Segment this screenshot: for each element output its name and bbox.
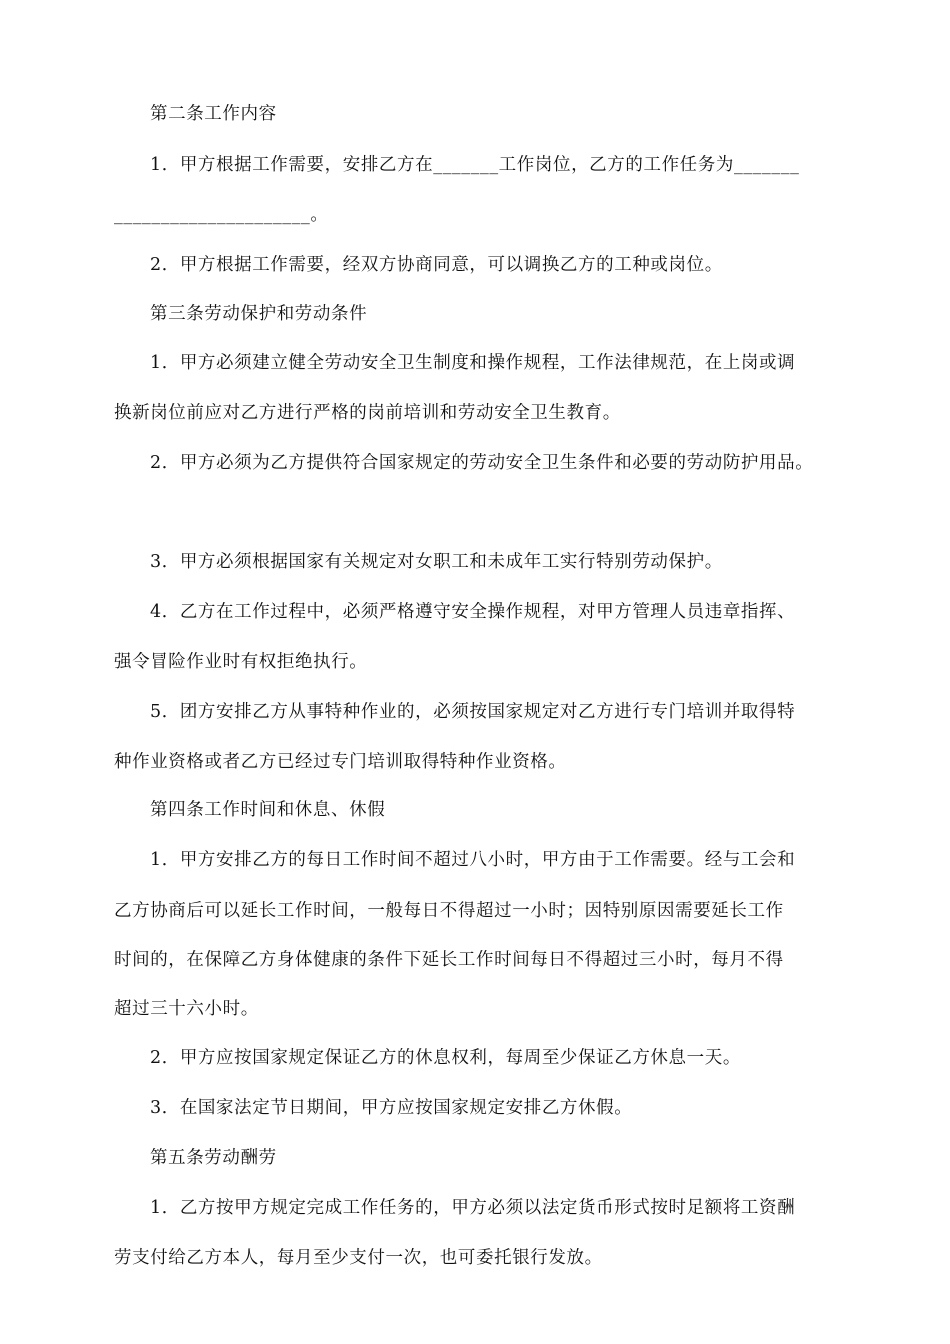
article-4-clause-1-cont-3: 超过三十六小时。: [114, 999, 259, 1019]
article-4-clause-3: 3．在国家法定节日期间，甲方应按国家规定安排乙方休假。: [150, 1098, 633, 1118]
article-3-clause-1-cont: 换新岗位前应对乙方进行严格的岗前培训和劳动安全卫生教育。: [114, 403, 621, 423]
article-3-clause-5-cont: 种作业资格或者乙方已经过专门培训取得特种作业资格。: [114, 752, 567, 772]
article-4-clause-1: 1．甲方安排乙方的每日工作时间不超过八小时，甲方由于工作需要。经与工会和: [150, 850, 796, 870]
article-3-clause-4-cont: 强令冒险作业时有权拒绝执行。: [114, 652, 368, 672]
article-4-clause-2: 2．甲方应按国家规定保证乙方的休息权利，每周至少保证乙方休息一天。: [150, 1048, 741, 1068]
article-3-clause-1: 1．甲方必须建立健全劳动安全卫生制度和操作规程，工作法律规范，在上岗或调: [150, 353, 796, 373]
article-2-clause-1: 1．甲方根据工作需要，安排乙方在_______工作岗位，乙方的工作任务为_______: [150, 155, 800, 175]
article-2-heading: 第二条工作内容: [150, 104, 277, 124]
article-3-heading: 第三条劳动保护和劳动条件: [150, 304, 368, 324]
article-3-clause-5: 5．团方安排乙方从事特种作业的，必须按国家规定对乙方进行专门培训并取得特: [150, 702, 796, 722]
article-5-heading: 第五条劳动酬劳: [150, 1148, 277, 1168]
article-3-clause-3: 3．甲方必须根据国家有关规定对女职工和未成年工实行特别劳动保护。: [150, 552, 723, 572]
article-4-clause-1-cont-2: 时间的，在保障乙方身体健康的条件下延长工作时间每日不得超过三小时，每月不得: [114, 950, 784, 970]
article-5-clause-1: 1．乙方按甲方规定完成工作任务的，甲方必须以法定货币形式按时足额将工资酬: [150, 1198, 796, 1218]
article-4-clause-1-cont-1: 乙方协商后可以延长工作时间，一般每日不得超过一小时；因特别原因需要延长工作: [114, 901, 784, 921]
article-5-clause-1-cont: 劳支付给乙方本人，每月至少支付一次，也可委托银行发放。: [114, 1248, 603, 1268]
article-4-heading: 第四条工作时间和休息、休假: [150, 800, 386, 820]
article-2-clause-1-cont: _____________________。: [114, 205, 329, 225]
article-3-clause-4: 4．乙方在工作过程中，必须严格遵守安全操作规程，对甲方管理人员违章指挥、: [150, 602, 796, 622]
article-3-clause-2: 2．甲方必须为乙方提供符合国家规定的劳动安全卫生条件和必要的劳动防护用品。: [150, 453, 814, 473]
article-2-clause-2: 2．甲方根据工作需要，经双方协商同意，可以调换乙方的工种或岗位。: [150, 255, 723, 275]
